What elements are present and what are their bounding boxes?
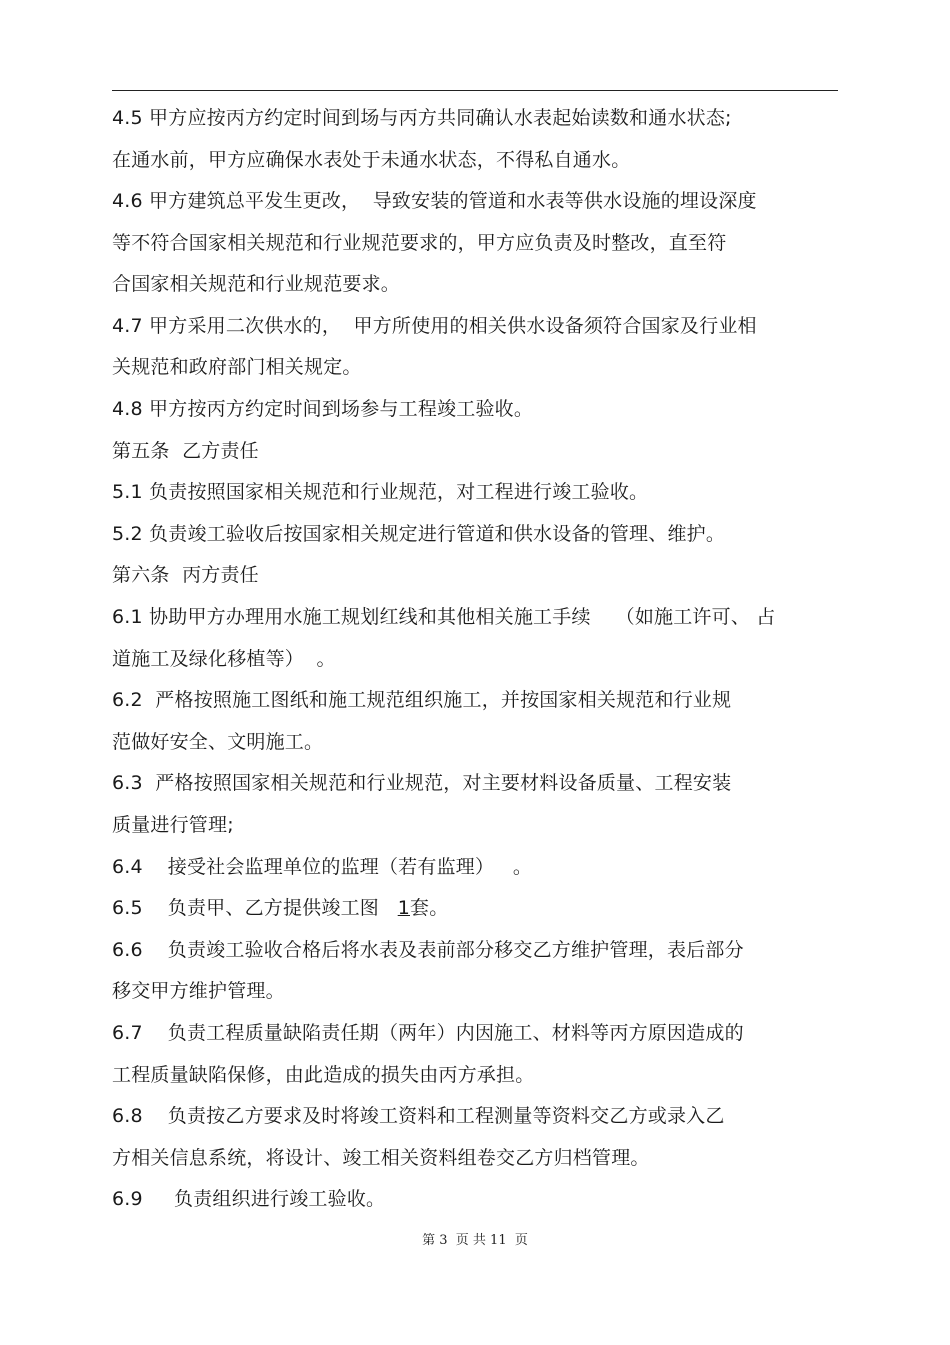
clause-4-6-line-3: 合国家相关规范和行业规范要求。 [112,273,401,295]
clause-4-7-line-1: 4.7 甲方采用二次供水的， 甲方所使用的相关供水设备须符合国家及行业相 [112,315,757,337]
clause-6-5-suffix: 套。 [410,897,449,919]
article-6-heading: 第六条 丙方责任 [112,564,259,586]
clause-6-3-line-2: 质量进行管理; [112,814,234,836]
clause-6-6-line-1: 6.6 负责竣工验收合格后将水表及表前部分移交乙方维护管理，表后部分 [112,939,744,961]
clause-5-1-line-1: 5.1 负责按照国家相关规范和行业规范，对工程进行竣工验收。 [112,481,649,503]
clause-5-2-line-1: 5.2 负责竣工验收后按国家相关规定进行管道和供水设备的管理、维护。 [112,523,726,545]
clause-6-7-line-2: 工程质量缺陷保修，由此造成的损失由丙方承担。 [112,1064,535,1086]
clause-6-6-line-2: 移交甲方维护管理。 [112,980,285,1002]
clause-6-9-line-1: 6.9 负责组织进行竣工验收。 [112,1188,386,1210]
clause-6-4-line-1: 6.4 接受社会监理单位的监理（若有监理） 。 [112,856,533,878]
article-5-heading: 第五条 乙方责任 [112,440,259,462]
clause-4-6-line-2: 等不符合国家相关规范和行业规范要求的，甲方应负责及时整改，直至符 [112,232,727,254]
clause-4-6-line-1: 4.6 甲方建筑总平发生更改， 导致安装的管道和水表等供水设施的埋设深度 [112,190,757,212]
clause-6-1-line-1: 6.1 协助甲方办理用水施工规划红线和其他相关施工手续 （如施工许可、 占 [112,606,776,628]
clause-6-1-line-2: 道施工及绿化移植等） 。 [112,648,336,670]
clause-4-7-line-2: 关规范和政府部门相关规定。 [112,356,362,378]
clause-6-3-line-1: 6.3 严格按照国家相关规范和行业规范，对主要材料设备质量、工程安装 [112,772,732,794]
drawing-set-count: 1 [397,897,410,919]
clause-6-8-line-2: 方相关信息系统，将设计、竣工相关资料组卷交乙方归档管理。 [112,1147,650,1169]
clause-6-5-prefix: 6.5 负责甲、乙方提供竣工图 [112,897,398,919]
clause-4-8-line-1: 4.8 甲方按丙方约定时间到场参与工程竣工验收。 [112,398,534,420]
clause-6-7-line-1: 6.7 负责工程质量缺陷责任期（两年）内因施工、材料等丙方原因造成的 [112,1022,744,1044]
page-footer: 第 3 页 共 11 页 [422,1233,528,1248]
header-rule [112,90,838,91]
clause-6-5-line-1 [112,896,448,920]
clause-4-5-line-2: 在通水前，甲方应确保水表处于未通水状态，不得私自通水。 [112,149,631,171]
clause-4-5-line-1: 4.5 甲方应按丙方约定时间到场与丙方共同确认水表起始读数和通水状态; [112,107,732,129]
clause-6-8-line-1: 6.8 负责按乙方要求及时将竣工资料和工程测量等资料交乙方或录入乙 [112,1105,725,1127]
clause-6-2-line-1: 6.2 严格按照施工图纸和施工规范组织施工，并按国家相关规范和行业规 [112,689,732,711]
clause-6-2-line-2: 范做好安全、文明施工。 [112,731,324,753]
